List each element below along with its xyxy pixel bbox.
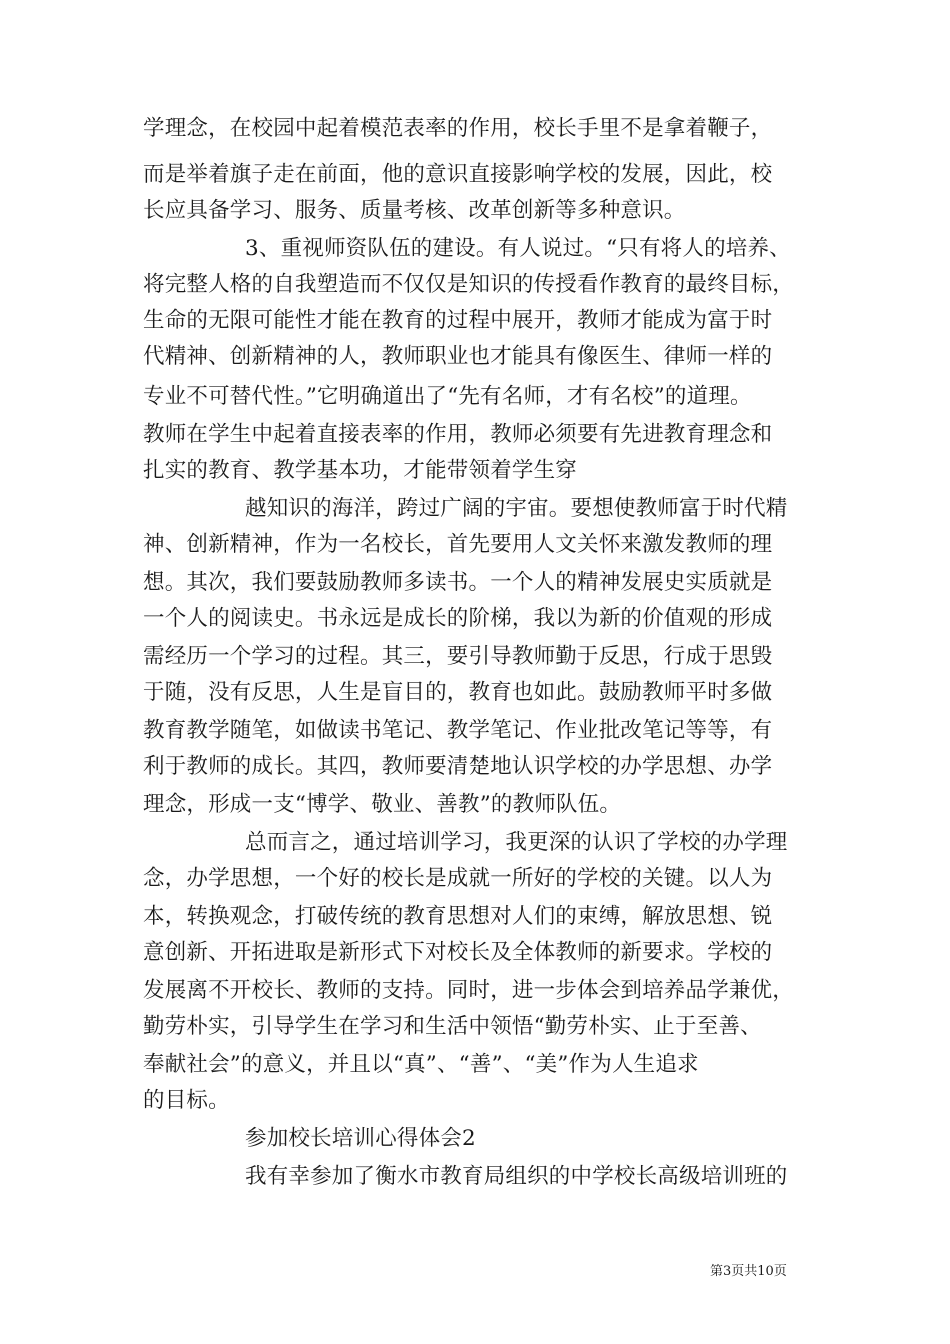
text-line: 专业不可替代性。”它明确道出了“先有名师，才有名校”的道理。	[143, 384, 752, 409]
text-line: 教师在学生中起着直接表率的作用，教师必须要有先进教育理念和	[143, 422, 773, 447]
text-line: 于随，没有反思，人生是盲目的，教育也如此。鼓励教师平时多做	[143, 680, 773, 705]
text-line: 生命的无限可能性才能在教育的过程中展开，教师才能成为富于时	[143, 308, 773, 333]
text-line: 而是举着旗子走在前面，他的意识直接影响学校的发展，因此，校	[143, 162, 773, 187]
text-line: 神、创新精神，作为一名校长，首先要用人文关怀来激发教师的理	[143, 532, 773, 557]
text-line: 意创新、开拓进取是新形式下对校长及全体教师的新要求。学校的	[143, 940, 773, 965]
text-line: 一个人的阅读史。书永远是成长的阶梯，我以为新的价值观的形成	[143, 606, 773, 631]
text-line: 我有幸参加了衡水市教育局组织的中学校长高级培训班的	[245, 1164, 788, 1189]
text-line: 扎实的教育、教学基本功，才能带领着学生穿	[143, 458, 578, 483]
text-line: 理念，形成一支“博学、敬业、善教”的教师队伍。	[143, 792, 622, 817]
text-line: 本，转换观念，打破传统的教育思想对人们的束缚，解放思想、锐	[143, 904, 773, 929]
text-line: 勤劳朴实，引导学生在学习和生活中领悟“勤劳朴实、止于至善、	[143, 1014, 762, 1039]
text-line: 发展离不开校长、教师的支持。同时，进一步体会到培养品学兼优，	[143, 978, 795, 1003]
text-line: 学理念，在校园中起着模范表率的作用，校长手里不是拿着鞭子，	[143, 116, 773, 141]
text-line: 长应具备学习、服务、质量考核、改革创新等多种意识。	[143, 198, 686, 223]
text-line: 想。其次，我们要鼓励教师多读书。一个人的精神发展史实质就是	[143, 570, 773, 595]
section-heading: 参加校长培训心得体会2	[245, 1126, 476, 1151]
text-line: 将完整人格的自我塑造而不仅仅是知识的传授看作教育的最终目标，	[143, 272, 795, 297]
text-line: 念，办学思想，一个好的校长是成就一所好的学校的关键。以人为	[143, 866, 773, 891]
text-line: 3、重视师资队伍的建设。有人说过。“只有将人的培养、	[245, 236, 791, 261]
text-line: 需经历一个学习的过程。其三，要引导教师勤于反思，行成于思毁	[143, 644, 773, 669]
text-line: 利于教师的成长。其四，教师要清楚地认识学校的办学思想、办学	[143, 754, 773, 779]
page-number: 第3页共10页	[710, 1264, 787, 1279]
text-line: 奉献社会”的意义，并且以“真”、“善”、“美”作为人生追求	[143, 1052, 699, 1077]
text-line: 教育教学随笔，如做读书笔记、教学笔记、作业批改笔记等等，有	[143, 718, 773, 743]
text-line: 的目标。	[143, 1088, 230, 1113]
text-line: 代精神、创新精神的人，教师职业也才能具有像医生、律师一样的	[143, 344, 773, 369]
text-line: 越知识的海洋，跨过广阔的宇宙。要想使教师富于时代精	[245, 496, 788, 521]
text-line: 总而言之，通过培训学习，我更深的认识了学校的办学理	[245, 830, 788, 855]
